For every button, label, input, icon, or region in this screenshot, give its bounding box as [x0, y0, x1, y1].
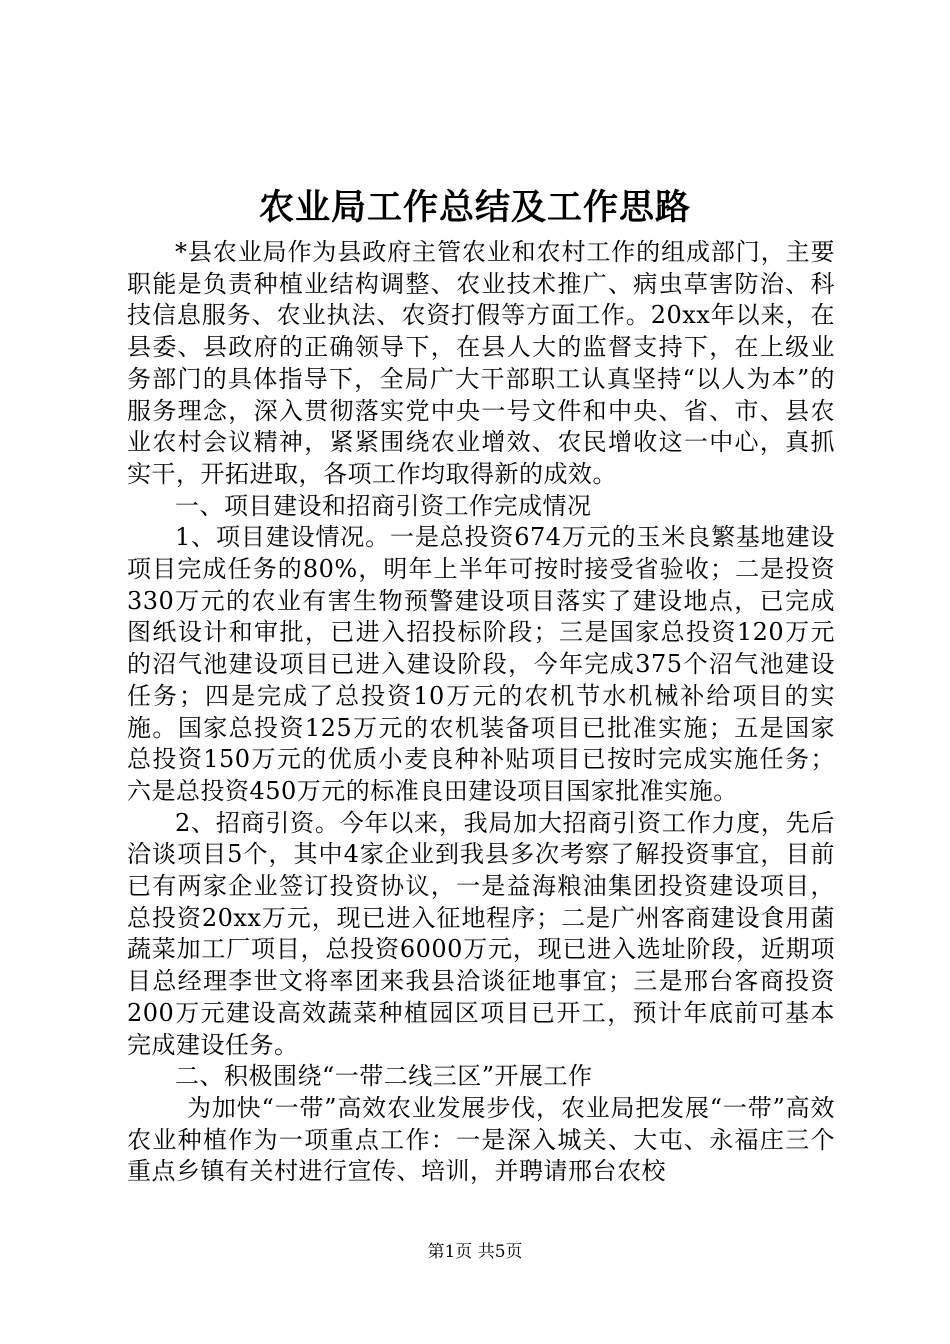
one-belt-paragraph: 为加快“一带”高效农业发展步伐，农业局把发展“一带”高效农业种植作为一项重点工作：一是深入城关、大屯、永福庄三个重点乡镇有关村进行宣传、培训，并聘请邢台农校	[127, 1093, 835, 1186]
section-heading-1: 一、项目建设和招商引资工作完成情况	[175, 491, 592, 520]
project-construction-paragraph: 1、项目建设情况。一是总投资674万元的玉米良繁基地建设项目完成任务的80%，明年上半年可按时接受省验收；二是投资330万元的农业有害生物预警建设项目落实了建设地点，已完成图纸设计和审批，已进入招投标阶段；三是国家总投资120万元的沼气池建设项目已进入建设阶段，今年完成375个沼气池建设任务；四是完成了总投资10万元的农机节水机械补给项目的实施。国家总投资125万元的农机装备项目已批准实施；五是国家总投资150万元的优质小麦良种补贴项目已按时完成实施任务；六是总投资450万元的标准良田建设项目国家批准实施。	[127, 523, 835, 805]
section-heading-2: 二、积极围绕“一带二线三区”开展工作	[175, 1062, 593, 1091]
document-title: 农业局工作总结及工作思路	[258, 187, 691, 228]
investment-attraction-paragraph: 2、招商引资。今年以来，我局加大招商引资工作力度，先后洽谈项目5个，其中4家企业到我县多次考察了解投资事宜，目前已有两家企业签订投资协议，一是益海粮油集团投资建设项目，总投资20xx万元，现已进入征地程序；二是广州客商建设食用菌蔬菜加工厂项目，总投资6000万元，现已进入选址阶段，近期项目总经理李世文将率团来我县洽谈征地事宜；三是邢台客商投资200万元建设高效蔬菜种植园区项目已开工，预计年底前可基本完成建设任务。	[127, 808, 835, 1059]
intro-paragraph: *县农业局作为县政府主管农业和农村工作的组成部门，主要职能是负责种植业结构调整、农业技术推广、病虫草害防治、科技信息服务、农业执法、农资打假等方面工作。20xx年以来，在县委、县政府的正确领导下，在县人大的监督支持下，在上级业务部门的具体指导下，全局广大干部职工认真坚持“以人为本”的服务理念，深入贯彻落实党中央一号文件和中央、省、市、县农业农村会议精神，紧紧围绕农业增效、农民增收这一中心，真抓实干，开拓进取，各项工作均取得新的成效。	[127, 238, 835, 488]
document-body	[127, 237, 835, 1188]
page-number-footer: 第1页 共5页	[427, 1242, 523, 1262]
